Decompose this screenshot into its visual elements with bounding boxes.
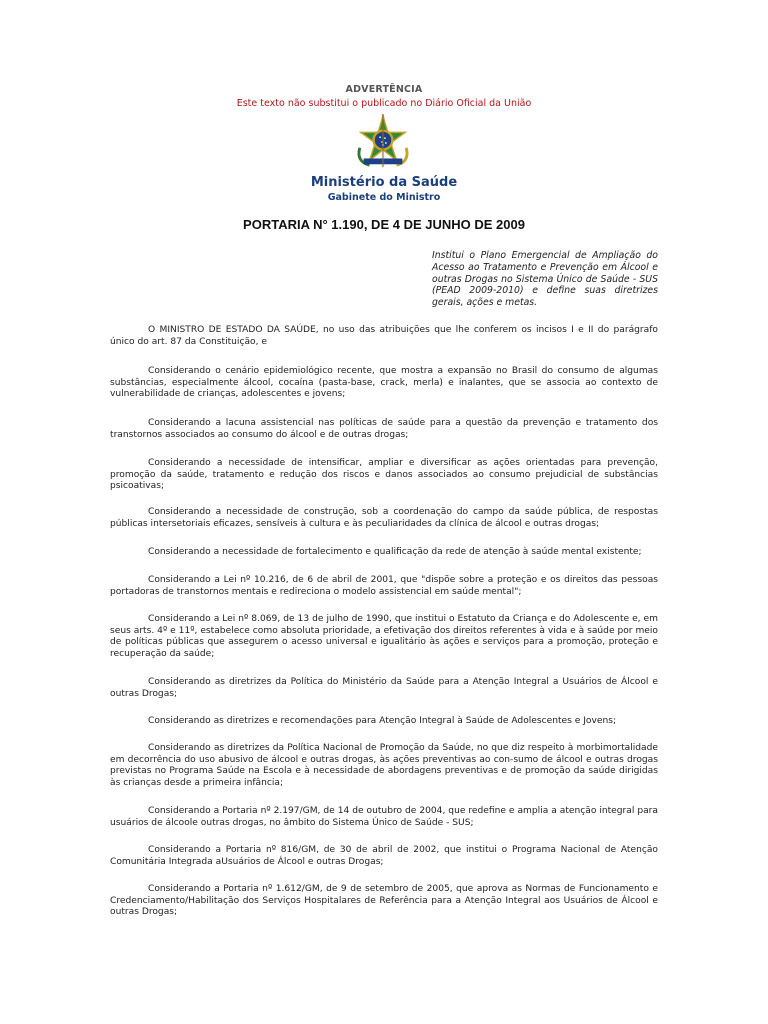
paragraph-considerando-6: Considerando a Lei nº 10.216, de 6 de abril de 2001, que "dispõe sobre a proteção e os direitos das pessoas portadoras de transtornos mentais e redireciona o modelo assistencial em saúde mental"; [110, 575, 658, 597]
paragraph-considerando-7: Considerando a Lei nº 8.069, de 13 de julho de 1990, que institui o Estatuto da Criança e do Adolescente e, em seus arts. 4º e 11º, estabelece como absoluta prioridade, a efetivação dos direitos referentes à vida e à saúde por meio de políticas públicas que assegurem o acesso universal e igualitário às ações e serviços para a promoção, proteção e recuperação da saúde; [110, 614, 658, 660]
paragraph-considerando-4: Considerando a necessidade de construção, sob a coordenação do campo da saúde pública, de respostas públicas intersetoriais eficazes, sensíveis à cultura e às peculiaridades da clínica de álcool e outras drogas; [110, 507, 658, 529]
cabinet-name: Gabinete do Ministro [327, 192, 441, 203]
paragraph-preamble: O MINISTRO DE ESTADO DA SAÚDE, no uso das atribuições que lhe conferem os incisos I e II do parágrafo único do art. 87 da Constituição, e [110, 325, 658, 347]
ementa-summary: Institui o Plano Emergencial de Ampliação do Acesso ao Tratamento e Prevenção em Álcool e outras Drogas no Sistema Único de Saúde - SUS (PEAD 2009-2010) e define suas diretrizes gerais, ações e metas. [432, 250, 658, 309]
paragraph-considerando-1: Considerando o cenário epidemiológico recente, que mostra a expansão no Brasil do consumo de algumas substâncias, especialmente álcool, cocaína (pasta-base, crack, merla) e inalantes, que se associa ao contexto de vulnerabilidade de crianças, adolescentes e jovens; [110, 366, 658, 400]
paragraph-considerando-5: Considerando a necessidade de fortalecimento e qualificação da rede de atenção à saúde mental existente; [148, 547, 642, 557]
brazil-coat-of-arms-icon [354, 114, 412, 172]
document-title: PORTARIA N° 1.190, DE 4 DE JUNHO DE 2009 [243, 217, 525, 232]
advertencia-heading: ADVERTÊNCIA [345, 84, 423, 95]
ministry-name: Ministério da Saúde [310, 175, 458, 190]
paragraph-considerando-12: Considerando a Portaria nº 816/GM, de 30 de abril de 2002, que institui o Programa Nacional de Atenção Comunitária Integrada aUsuários de Álcool e outras Drogas; [110, 845, 658, 867]
paragraph-considerando-13: Considerando a Portaria nº 1.612/GM, de 9 de setembro de 2005, que aprova as Normas de Funcionamento e Credenciamento/Habilitação dos Serviços Hospitalares de Referência para a Atenção Integral aos Usuários de Álcool e outras Drogas; [110, 884, 658, 918]
paragraph-considerando-2: Considerando a lacuna assistencial nas políticas de saúde para a questão da prevenção e tratamento dos transtornos associados ao consumo do álcool e de outras drogas; [110, 418, 658, 440]
paragraph-considerando-11: Considerando a Portaria nº 2.197/GM, de 14 de outubro de 2004, que redefine e amplia a atenção integral para usuários de álcoole outras drogas, no âmbito do Sistema Único de Saúde - SUS; [110, 806, 658, 828]
paragraph-considerando-8: Considerando as diretrizes da Política do Ministério da Saúde para a Atenção Integral a Usuários de Álcool e outras Drogas; [110, 677, 658, 699]
paragraph-considerando-10: Considerando as diretrizes da Política Nacional de Promoção da Saúde, no que diz respeito à morbimortalidade em decorrência do uso abusivo de álcool e outras drogas, às ações preventivas ao con-sumo de álcool e outras drogas previstas no Programa Saúde na Escola e à necessidade de abordagens preventivas e de promoção da saúde dirigidas às crianças desde a primeira infância; [110, 743, 658, 789]
paragraph-considerando-3: Considerando a necessidade de intensificar, ampliar e diversificar as ações orientadas para prevenção, promoção da saúde, tratamento e redução dos riscos e danos associados ao consumo prejudicial de substâncias psicoativas; [110, 458, 658, 492]
paragraph-considerando-9: Considerando as diretrizes e recomendações para Atenção Integral à Saúde de Adolescentes e Jovens; [148, 716, 617, 726]
dou-disclaimer: Este texto não substitui o publicado no Diário Oficial da União [236, 98, 532, 109]
